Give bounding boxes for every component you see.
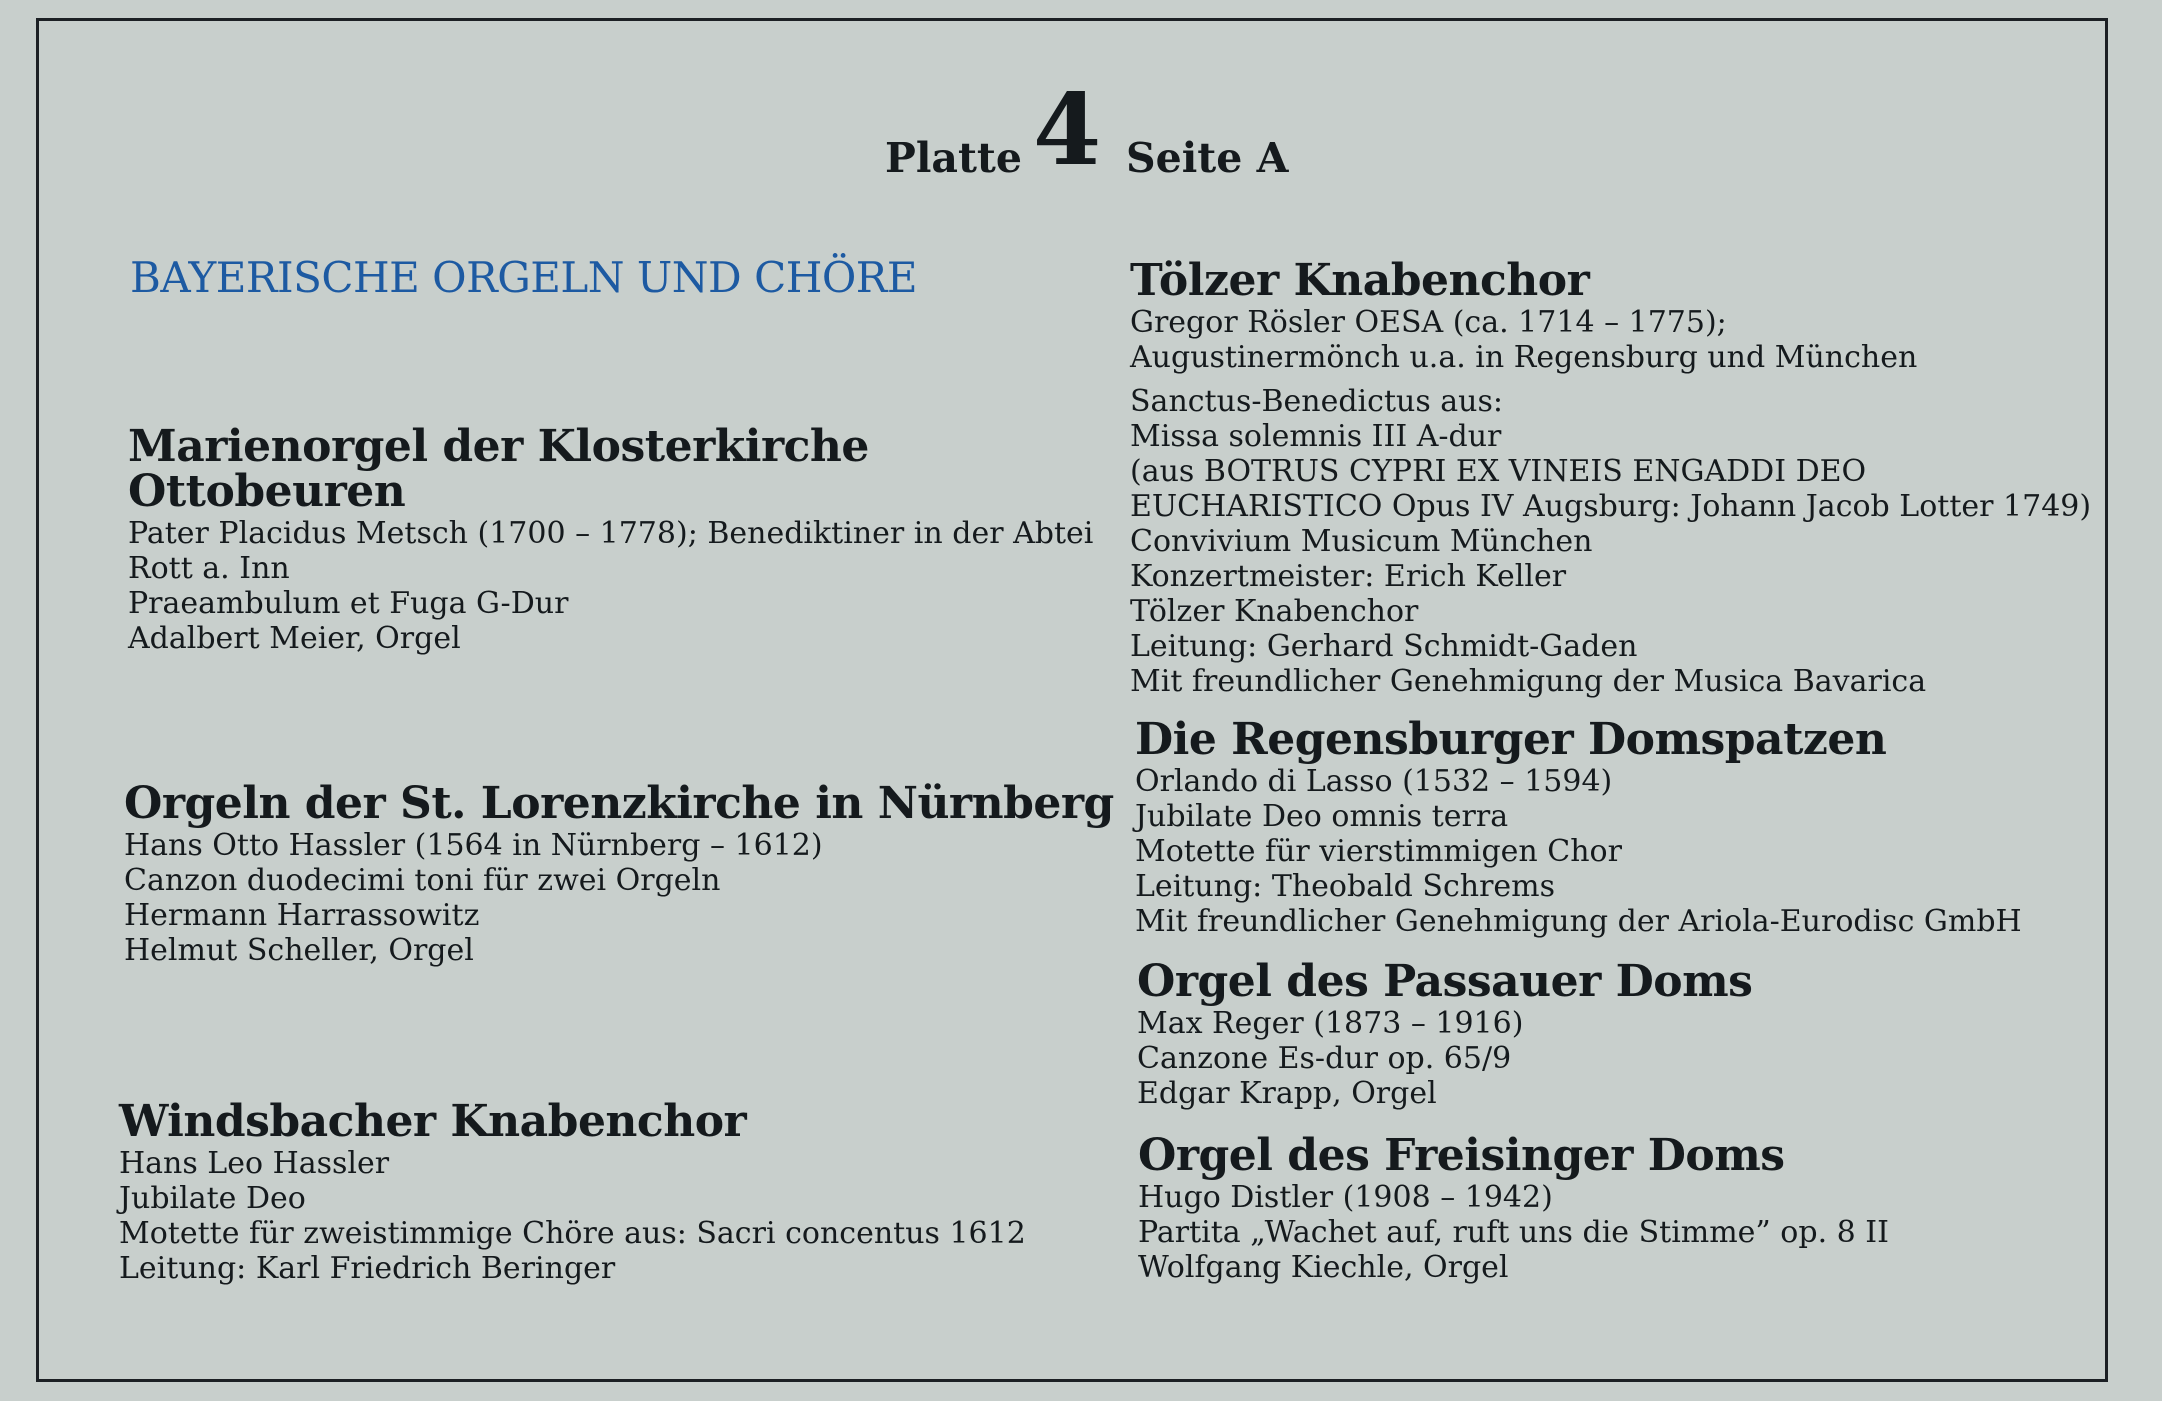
section-line: Leitung: Theobald Schrems	[1135, 869, 1555, 904]
section-line: Edgar Krapp, Orgel	[1137, 1076, 1437, 1111]
section-line: Gregor Rösler OESA (ca. 1714 – 1775);	[1130, 305, 1727, 340]
section-line: Adalbert Meier, Orgel	[128, 621, 461, 656]
section-title: Orgeln der St. Lorenzkirche in Nürnberg	[124, 778, 1114, 829]
section-line: Wolfgang Kiechle, Orgel	[1138, 1250, 1509, 1285]
section-line: Missa solemnis III A-dur	[1130, 419, 1502, 454]
section-line: Sanctus-Benedictus aus:	[1130, 384, 1503, 419]
collection-title: BAYERISCHE ORGELN UND CHÖRE	[130, 253, 918, 302]
spacer	[1130, 375, 2091, 384]
section-line: Motette für vierstimmigen Chor	[1135, 834, 1622, 869]
section-line: Augustinermönch u.a. in Regensburg und München	[1130, 340, 1918, 375]
section-title: Marienorgel der Klosterkirche Ottobeuren	[128, 421, 869, 517]
section-line: Max Reger (1873 – 1916)	[1137, 1006, 1524, 1041]
disc-number: 4	[1033, 73, 1102, 188]
section-line: Canzone Es-dur op. 65/9	[1137, 1041, 1512, 1076]
section-windsbacher	[119, 1096, 1026, 1286]
section-title: Orgel des Freisinger Doms	[1138, 1130, 1785, 1181]
section-line: Helmut Scheller, Orgel	[124, 933, 474, 968]
section-line: Leitung: Gerhard Schmidt-Gaden	[1130, 629, 1638, 664]
section-title: Windsbacher Knabenchor	[119, 1096, 747, 1147]
section-freisinger	[1138, 1130, 1889, 1285]
section-line: Motette für zweistimmige Chöre aus: Sacri concentus 1612	[119, 1216, 1026, 1251]
section-line: Praeambulum et Fuga G-Dur	[128, 586, 569, 621]
section-line: EUCHARISTICO Opus IV Augsburg: Johann Jacob Lotter 1749)	[1130, 489, 2092, 524]
section-passauer	[1137, 956, 1753, 1111]
section-line: Hermann Harrassowitz	[124, 898, 480, 933]
section-line: Mit freundlicher Genehmigung der Musica Bavarica	[1130, 664, 1927, 699]
disc-side-header	[880, 73, 1300, 192]
section-marienorgel	[128, 421, 1094, 656]
section-line: Canzon duodecimi toni für zwei Orgeln	[124, 863, 721, 898]
section-title: Die Regensburger Domspatzen	[1135, 714, 1887, 765]
section-line: Hans Otto Hassler (1564 in Nürnberg – 1612)	[124, 828, 823, 863]
side-label: Seite A	[1126, 134, 1289, 182]
section-title: Tölzer Knabenchor	[1130, 255, 1590, 306]
section-toelzer	[1130, 255, 2092, 699]
section-line: Hugo Distler (1908 – 1942)	[1138, 1180, 1553, 1215]
section-line: Hans Leo Hassler	[119, 1146, 390, 1181]
section-line: Pater Placidus Metsch (1700 – 1778); Benediktiner in der Abtei	[128, 516, 1094, 551]
section-line: Jubilate Deo	[119, 1181, 306, 1216]
section-line: Convivium Musicum München	[1130, 524, 1593, 559]
section-line: Partita „Wachet auf, ruft uns die Stimme” op. 8 II	[1138, 1215, 1889, 1250]
section-title: Orgel des Passauer Doms	[1137, 956, 1753, 1007]
section-line: Rott a. Inn	[128, 551, 290, 586]
section-line: Jubilate Deo omnis terra	[1135, 799, 1509, 834]
platte-label: Platte	[885, 134, 1022, 182]
section-lorenzkirche	[124, 778, 1114, 968]
section-line: Leitung: Karl Friedrich Beringer	[119, 1251, 616, 1286]
section-line: Konzertmeister: Erich Keller	[1130, 559, 1567, 594]
section-line: Tölzer Knabenchor	[1130, 594, 1419, 629]
section-line: Mit freundlicher Genehmigung der Ariola-Eurodisc GmbH	[1135, 904, 2022, 939]
section-regensburger	[1135, 714, 2022, 939]
section-line: Orlando di Lasso (1532 – 1594)	[1135, 764, 1613, 799]
section-line: (aus BOTRUS CYPRI EX VINEIS ENGADDI DEO	[1130, 454, 1867, 489]
